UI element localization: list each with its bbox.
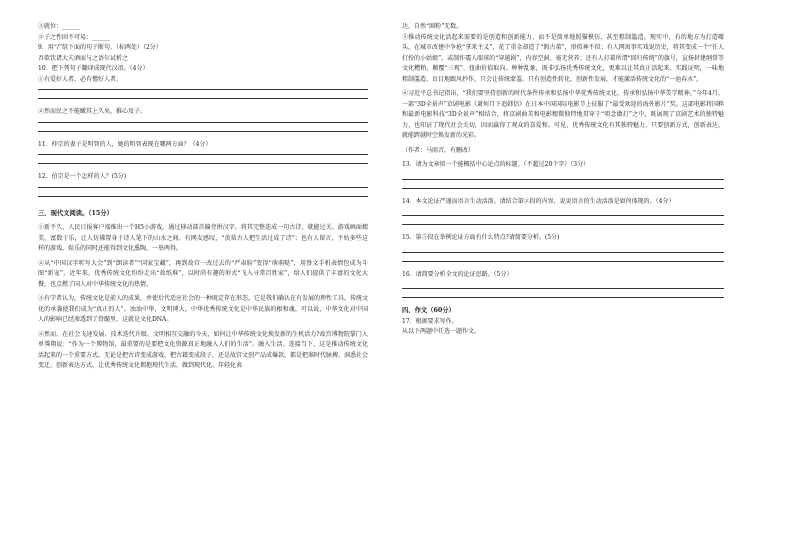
question-10-sentence-1: ①有爱好人者，必有憎好人者。 xyxy=(38,75,123,83)
passage-paragraph-6: ⑥习近平总书记指出，“我们要坚持创新的时代条件传承和弘扬中华优秀传统文化，传承和弘扬中华美学精神。”今年4月，一部“3D全景声”京剧电影《萧何月下追韩信》在日本中国国际电影节上征服了“最受欢迎的海外影片”奖。这部电影将国粹和最新电影科技“3D全景声”相结合，将京剧曲美和电影精微独特地贯穿于“唱念做打”之中，既展现了京剧艺术的独特魅力，也印证了现代社会关切，因而赢得了观众的喜爱和。可见，优秀传统文化有其独特魅力，只要创新方式，创新表达，就能跨越时空焕发新的光彩。 xyxy=(402,90,724,139)
question-16: 16．请简要分析全文的论证思路。（5分） xyxy=(402,270,513,278)
question-11: 11．仲宗的妻子是明智的人，她的明智表现在哪两方面？（4分） xyxy=(38,140,212,148)
left-column xyxy=(38,22,368,372)
passage-paragraph-4-continued: 达，自然“圈粉”无数。 xyxy=(402,23,463,30)
passage-paragraph-2: ②从“中国汉字听写大会”到“朗读者”“国家宝藏”，再到故宫一改过去的“严肃脸”变得“萌萌哒”，用脊文手机表情包成为斗图“新宠”，近年来，优秀传统文化纷纷走出“故纸堆”，以时尚有趣的形式“飞入寻常百姓家”，给人们提供了丰富的文化大餐，也点燃了国人对中华传统文化的热情。 xyxy=(38,259,368,288)
q8-blank-4: ④子之性固不可易：______ xyxy=(38,33,111,41)
question-10: 10．把下列句子翻译成现代汉语。（4分） xyxy=(38,65,149,72)
question-14: 14．本文论证严谨而语言生动活泼。请结合第②段的内容，说说语言的生动活泼是如何体现的。（4分） xyxy=(402,197,675,205)
passage-paragraph-1: ①新不久，人民日报客户端推出一个H5小游戏，通过移动部首偏旁拼汉字，将其完整连成一句古诗，就能过关。游戏画面精美，富数于乐，让人仿佛置身于诗人笔下的山水之间。有网友感叹，“羡慕古人把生活过成了诗”；也有人留言，不妨多些这样的游戏，娱乐的同时还能得到文化熏陶，一举两得。 xyxy=(38,224,368,252)
passage-author: （作者：马雨音，有删改） xyxy=(402,146,475,154)
q8-blank-3: ③就位：______ xyxy=(38,23,81,30)
question-15: 15．第⑤段在举例论证方面有什么特点?请简要分析。(5分) xyxy=(402,234,560,241)
section-3-heading: 三、现代文阅读。（15分） xyxy=(38,209,113,217)
question-17: 17．根据要求写作。 xyxy=(402,317,458,325)
question-9-text: 吾欲饮诸大夫酒而与之语尔试析之 xyxy=(38,54,129,62)
passage-paragraph-3: ③有学者认为，传统文化是前人的成果，并使后代适应社会的一种既定存在形态，它是我们确认在有发展的理性工具，传统文化的承袭使我们成为“真正的人”。浊浊中华，文明博大。中华优秀传统文化是中华民族的根和魂。可以说，中华文化对中国人的影响已经渗透到了骨髓里，这就是文化DNA。 xyxy=(38,295,369,323)
question-12: 12．伯宗是一个怎样的人？(5分) xyxy=(38,173,127,180)
passage-paragraph-5: ⑤推动传统文化活起来需要的是创造和创新能力，而不是简单地照猫模仿，甚至粗制滥造。现实中，有的地方为打造噱头，在城市改建中争抢“拿来主义”，花了重金却造了“假古董”，形似神不似；有人网寓事实戏说历史，将其变成一个“任人打扮的小姑娘”，或制作震人眼球的“穿越剧”，内容空洞、毫无营养；还有人打着所谓“回归传统”的旗号，宣扬封建纲常等文化糟粕，颠覆“三观”、扭曲价值取向。种种乱象，既非弘扬优秀传统文化，更难以让其真正活起来。实践证明，一味地粗制滥造、盲目地跟风抄作，只会让传统蒙羞。只有创造性转化、创新性发展，才能激活传统文化的“一池春水”。 xyxy=(402,33,724,83)
question-17-instruction: 从以下两题中任选一题作文。 xyxy=(402,328,481,335)
section-4-heading: 四、作文（60分） xyxy=(402,307,455,314)
right-column xyxy=(402,22,724,338)
passage-paragraph-4: ④然而，在社会飞速发展、技术迭代升级、文明相互交融的今天，如何让中华传统文化焕发新的生机活力?故宫博物院掌门人单霁翔说：“作为一个博物馆，最重要的是要把文化资源真正地融入人们的生活”。融入生活、连接当下，这是推动传统文化活起来的一个重要方式。无论是把古诗变成游戏，把古籍变成段子，还是故宫文创产品成爆款，都是把准时代脉搏、洞悉社会变迁、创新表达方式，让优秀传统文化拥抱现代生活，做到现代化、年轻化表 xyxy=(38,330,369,369)
question-13: 13．请为文章拟一个能概括中心论点的标题。（不超过20个字）（3分） xyxy=(402,161,590,168)
question-9: 9．用“/”给下面的句子断句。（标两处）（2分） xyxy=(38,44,162,51)
question-10-sentence-2: ②然而民之不能瞰其上久矣，推心及子。 xyxy=(38,108,147,115)
